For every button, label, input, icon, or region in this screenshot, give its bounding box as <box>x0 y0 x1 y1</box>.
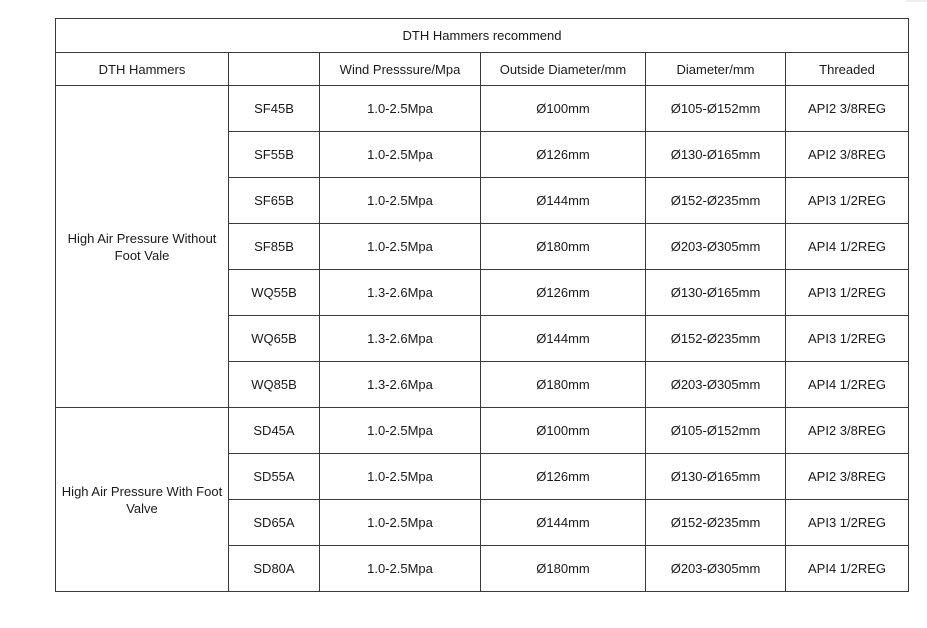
wind-pressure-cell: 1.0-2.5Mpa <box>320 500 481 546</box>
outside-diameter-cell: Ø144mm <box>481 316 646 362</box>
wind-pressure-cell: 1.3-2.6Mpa <box>320 362 481 408</box>
diameter-cell: Ø152-Ø235mm <box>646 500 786 546</box>
model-cell: WQ65B <box>229 316 320 362</box>
wind-pressure-cell: 1.0-2.5Mpa <box>320 178 481 224</box>
wind-pressure-cell: 1.0-2.5Mpa <box>320 454 481 500</box>
outside-diameter-cell: Ø126mm <box>481 454 646 500</box>
threaded-cell: API2 3/8REG <box>786 86 909 132</box>
outside-diameter-cell: Ø144mm <box>481 500 646 546</box>
header-threaded: Threaded <box>786 53 909 86</box>
diameter-cell: Ø203-Ø305mm <box>646 224 786 270</box>
threaded-cell: API3 1/2REG <box>786 316 909 362</box>
header-model <box>229 53 320 86</box>
model-cell: SF65B <box>229 178 320 224</box>
diameter-cell: Ø152-Ø235mm <box>646 316 786 362</box>
model-cell: WQ55B <box>229 270 320 316</box>
threaded-cell: API4 1/2REG <box>786 362 909 408</box>
wind-pressure-cell: 1.3-2.6Mpa <box>320 270 481 316</box>
table-row <box>56 408 909 454</box>
threaded-cell: API2 3/8REG <box>786 132 909 178</box>
wind-pressure-cell: 1.0-2.5Mpa <box>320 132 481 178</box>
threaded-cell: API2 3/8REG <box>786 408 909 454</box>
header-row <box>56 53 909 86</box>
threaded-cell: API2 3/8REG <box>786 454 909 500</box>
model-cell: SF55B <box>229 132 320 178</box>
outside-diameter-cell: Ø144mm <box>481 178 646 224</box>
model-cell: SD55A <box>229 454 320 500</box>
model-cell: SD45A <box>229 408 320 454</box>
group-label: High Air Pressure Without Foot Vale <box>56 86 229 408</box>
diameter-cell: Ø105-Ø152mm <box>646 408 786 454</box>
diameter-cell: Ø152-Ø235mm <box>646 178 786 224</box>
wind-pressure-cell: 1.0-2.5Mpa <box>320 408 481 454</box>
model-cell: SD65A <box>229 500 320 546</box>
diameter-cell: Ø203-Ø305mm <box>646 362 786 408</box>
outside-diameter-cell: Ø100mm <box>481 86 646 132</box>
outside-diameter-cell: Ø180mm <box>481 546 646 592</box>
dth-hammers-table <box>55 18 909 592</box>
header-wind-pressure: Wind Presssure/Mpa <box>320 53 481 86</box>
title-row <box>56 19 909 53</box>
threaded-cell: API4 1/2REG <box>786 546 909 592</box>
model-cell: SF45B <box>229 86 320 132</box>
diameter-cell: Ø105-Ø152mm <box>646 86 786 132</box>
wind-pressure-cell: 1.0-2.5Mpa <box>320 546 481 592</box>
diameter-cell: Ø203-Ø305mm <box>646 546 786 592</box>
wind-pressure-cell: 1.0-2.5Mpa <box>320 224 481 270</box>
outside-diameter-cell: Ø126mm <box>481 270 646 316</box>
header-dth-hammers: DTH Hammers <box>56 53 229 86</box>
outside-diameter-cell: Ø180mm <box>481 224 646 270</box>
threaded-cell: API4 1/2REG <box>786 224 909 270</box>
outside-diameter-cell: Ø126mm <box>481 132 646 178</box>
group-label: High Air Pressure With Foot Valve <box>56 408 229 592</box>
diameter-cell: Ø130-Ø165mm <box>646 454 786 500</box>
model-cell: SF85B <box>229 224 320 270</box>
table-title: DTH Hammers recommend <box>56 19 909 53</box>
header-outside-diameter: Outside Diameter/mm <box>481 53 646 86</box>
threaded-cell: API3 1/2REG <box>786 500 909 546</box>
model-cell: WQ85B <box>229 362 320 408</box>
threaded-cell: API3 1/2REG <box>786 270 909 316</box>
diameter-cell: Ø130-Ø165mm <box>646 132 786 178</box>
wind-pressure-cell: 1.3-2.6Mpa <box>320 316 481 362</box>
corner-artifact <box>906 0 927 2</box>
header-diameter: Diameter/mm <box>646 53 786 86</box>
threaded-cell: API3 1/2REG <box>786 178 909 224</box>
diameter-cell: Ø130-Ø165mm <box>646 270 786 316</box>
outside-diameter-cell: Ø180mm <box>481 362 646 408</box>
outside-diameter-cell: Ø100mm <box>481 408 646 454</box>
table-row <box>56 86 909 132</box>
model-cell: SD80A <box>229 546 320 592</box>
wind-pressure-cell: 1.0-2.5Mpa <box>320 86 481 132</box>
